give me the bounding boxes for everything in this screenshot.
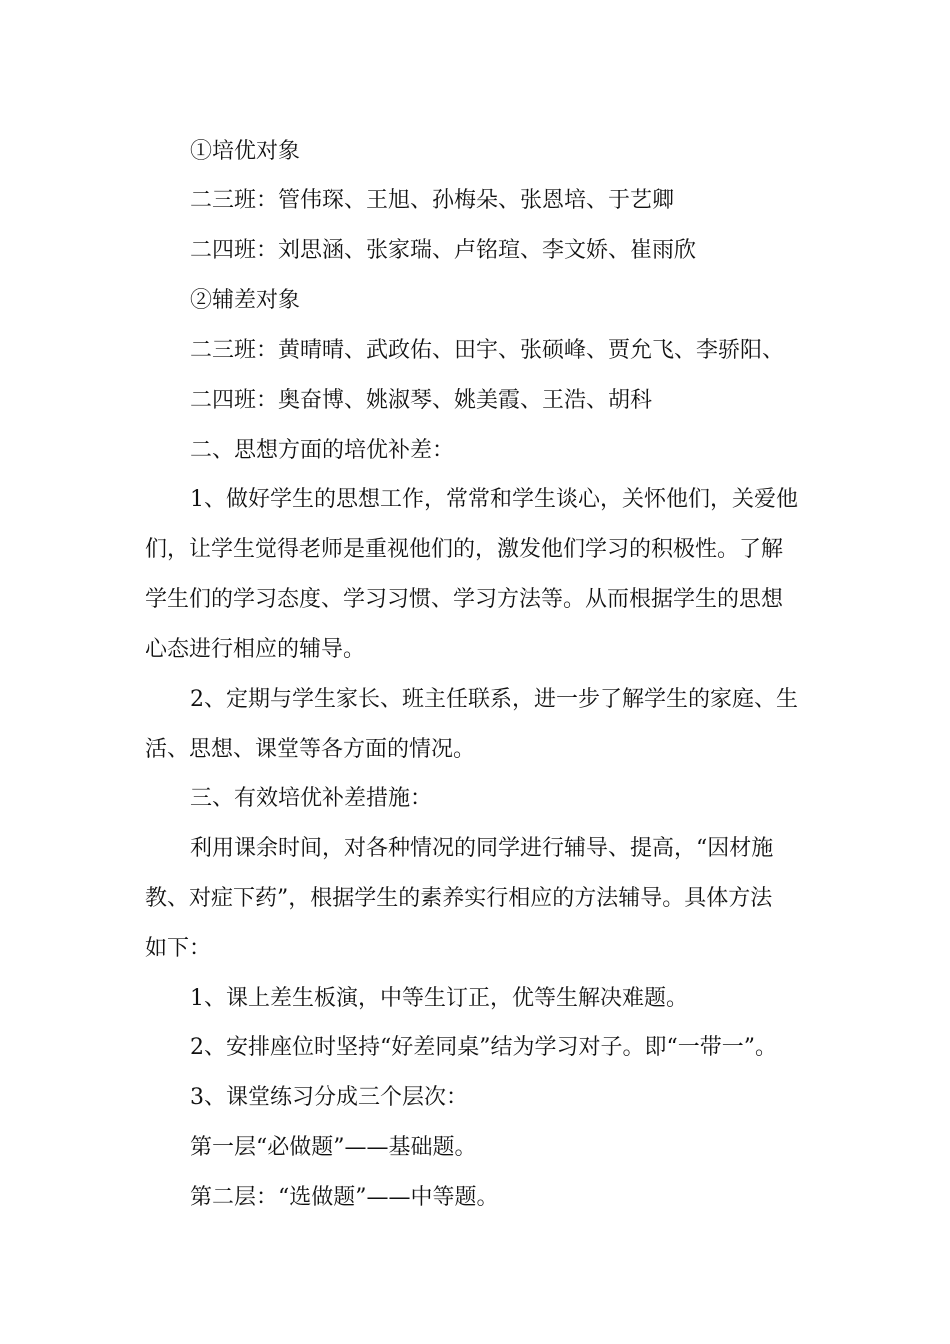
text-line: ②辅差对象 <box>190 288 301 313</box>
section-heading: 二、思想方面的培优补差： <box>190 438 455 463</box>
section-heading: 三、有效培优补差措施： <box>190 786 433 811</box>
text-line: 心态进行相应的辅导。 <box>145 637 366 662</box>
text-line: 3、课堂练习分成三个层次： <box>190 1085 468 1110</box>
text-line: 二四班：奥奋博、姚淑琴、姚美霞、王浩、胡科 <box>190 388 653 413</box>
text-line: 们，让学生觉得老师是重视他们的，激发他们学习的积极性。了解 <box>145 537 784 562</box>
text-line: 活、思想、课堂等各方面的情况。 <box>145 737 476 762</box>
text-line: 第一层“必做题”——基础题。 <box>190 1135 477 1160</box>
text-line: 二三班：黄晴晴、武政佑、田宇、张硕峰、贾允飞、李骄阳、 <box>190 338 785 363</box>
text-line: 学生们的学习态度、学习习惯、学习方法等。从而根据学生的思想 <box>145 587 784 612</box>
text-line: 二四班：刘思涵、张家瑞、卢铭瑄、李文娇、崔雨欣 <box>190 238 697 263</box>
text-line: 二三班：管伟琛、王旭、孙梅朵、张恩培、于艺卿 <box>190 188 675 213</box>
text-line: 第二层：“选做题”——中等题。 <box>190 1185 499 1210</box>
text-line: 利用课余时间，对各种情况的同学进行辅导、提高，“因材施 <box>190 836 774 861</box>
text-line: 2、安排座位时坚持“好差同桌”结为学习对子。即“一带一”。 <box>190 1035 777 1060</box>
text-line: ①培优对象 <box>190 139 301 164</box>
text-line: 1、课上差生板演，中等生订正，优等生解决难题。 <box>190 986 688 1011</box>
text-line: 2、定期与学生家长、班主任联系，进一步了解学生的家庭、生 <box>190 687 798 712</box>
text-line: 教、对症下药”，根据学生的素养实行相应的方法辅导。具体方法 <box>145 886 773 911</box>
text-line: 如下： <box>145 936 212 961</box>
text-line: 1、做好学生的思想工作，常常和学生谈心，关怀他们，关爱他 <box>190 487 798 512</box>
